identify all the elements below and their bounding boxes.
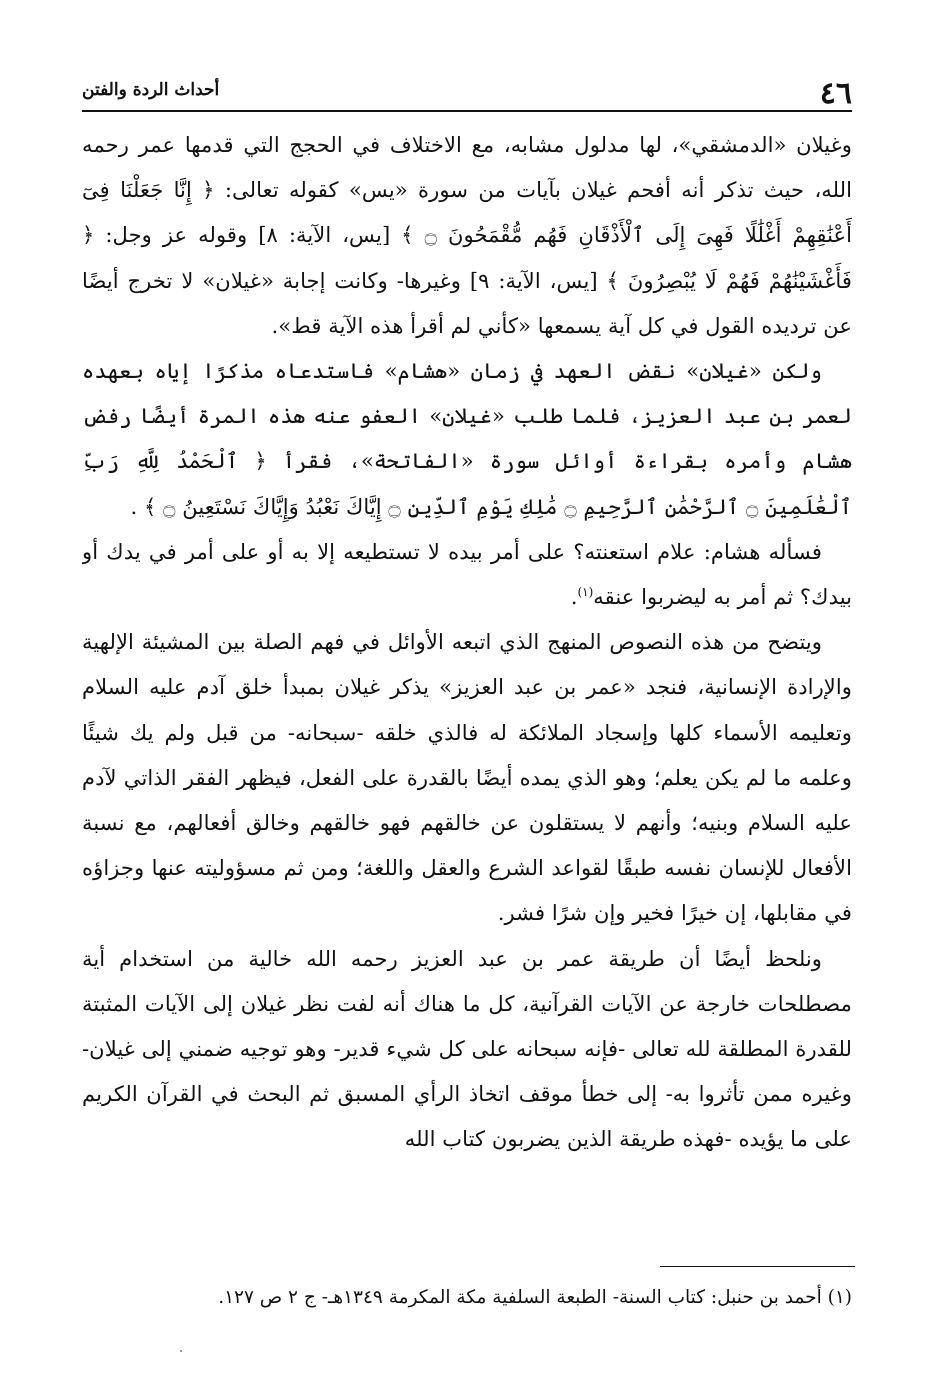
footnote-reference[interactable]: (١)	[577, 584, 594, 599]
footnote-separator	[660, 1266, 855, 1267]
paragraph-3-end: .	[570, 584, 578, 610]
paragraph-3-text: فسأله هشام: علام استعنته؟ على أمر بيده لا تستطيعه إلا به أو على أمر في يدك أو بيدك؟ ثم أمر به ليضربوا عنقه	[82, 538, 852, 610]
scan-speck	[180, 1350, 182, 1352]
paragraph-2: ولكن «غيلان» نقض العهد في زمان «هشام» فاستدعاه مذكرًا إياه بعهده لعمر بن عبد العزيز، فلما طلب «غيلان» العفو عنه هذه المرة أيضًا رفض هشام وأمره بقراءة أوائل سورة «الفاتحة»، فقرأ ﴿ ٱلْحَمْدُ لِلَّهِ رَبِّ ٱلْعَٰلَمِينَ ۝ ٱلرَّحْمَٰنِ ٱلرَّحِيمِ ۝ مَٰلِكِ يَوْمِ ٱلدِّينِ ۝ إِيَّاكَ نَعْبُدُ وَإِيَّاكَ نَسْتَعِينُ ۝ ﴾ .	[82, 358, 852, 519]
page-number: ٤٦	[819, 76, 852, 111]
body-text	[82, 122, 852, 1257]
paragraph-1: وغيلان «الدمشقي»، لها مدلول مشابه، مع الاختلاف في الحجج التي قدمها عمر رحمه الله، حيث تذكر أنه أفحم غيلان بآيات من سورة «يس» كقوله تعالى: ﴿ إِنَّا جَعَلْنَا فِىٓ أَعْنَٰقِهِمْ أَغْلَٰلًا فَهِىَ إِلَى ٱلْأَذْقَانِ فَهُم مُّقْمَحُونَ ۝ ﴾ [يس، الآية: ٨] وقوله عز وجل: ﴿ فَأَغْشَيْنَٰهُمْ فَهُمْ لَا يُبْصِرُونَ ﴾ [يس، الآية: ٩] وغيرها- وكانت إجابة «غيلان» لا تخرج أيضًا عن ترديده القول في كل آية يسمعها «كأني لم أقرأ هذه الآية قط».	[82, 132, 852, 338]
paragraph-3	[82, 529, 852, 619]
page-header	[82, 70, 852, 112]
running-title: أحداث الردة والفتن	[82, 80, 220, 100]
footnote-1: (١) أحمد بن حنبل: كتاب السنة- الطبعة السلفية مكة المكرمة ١٣٤٩هـ- ج ٢ ص ١٢٧.	[218, 1287, 852, 1308]
paragraph-5: ونلحظ أيضًا أن طريقة عمر بن عبد العزيز رحمه الله خالية من استخدام أية مصطلحات خارجة عن الآيات القرآنية، كل ما هناك أنه لفت نظر غيلان إلى الآيات المثبتة للقدرة المطلقة لله تعالى -فإنه سبحانه على كل شيء قدير- وهو توجيه ضمني إلى غيلان- وغيره ممن تأثروا به- إلى خطأ موقف اتخاذ الرأي المسبق ثم البحث في القرآن الكريم على ما يؤيده -فهذه طريقة الذين يضربون كتاب الله	[82, 945, 852, 1152]
paragraph-4: ويتضح من هذه النصوص المنهج الذي اتبعه الأوائل في فهم الصلة بين المشيئة الإلهية والإرادة الإنسانية، فنجد «عمر بن عبد العزيز» يذكر غيلان بمبدأ خلق آدم عليه السلام وتعليمه الأسماء كلها وإسجاد الملائكة له فالذي خلقه -سبحانه- من قبل ولم يك شيئًا وعلمه ما لم يكن يعلم؛ وهو الذي يمده أيضًا بالقدرة على الفعل، فيظهر الفقر الذاتي لآدم عليه السلام وبنيه؛ وأنهم لا يستقلون عن خالقهم فهو خالقهم وخالق أفعالهم، مع نسبة الأفعال للإنسان نفسه طبقًا لقواعد الشرع والعقل واللغة؛ ومن ثم مسؤوليته عنها وجزاؤه في مقابلها، إن خيرًا فخير وإن شرًا فشر.	[82, 629, 852, 926]
